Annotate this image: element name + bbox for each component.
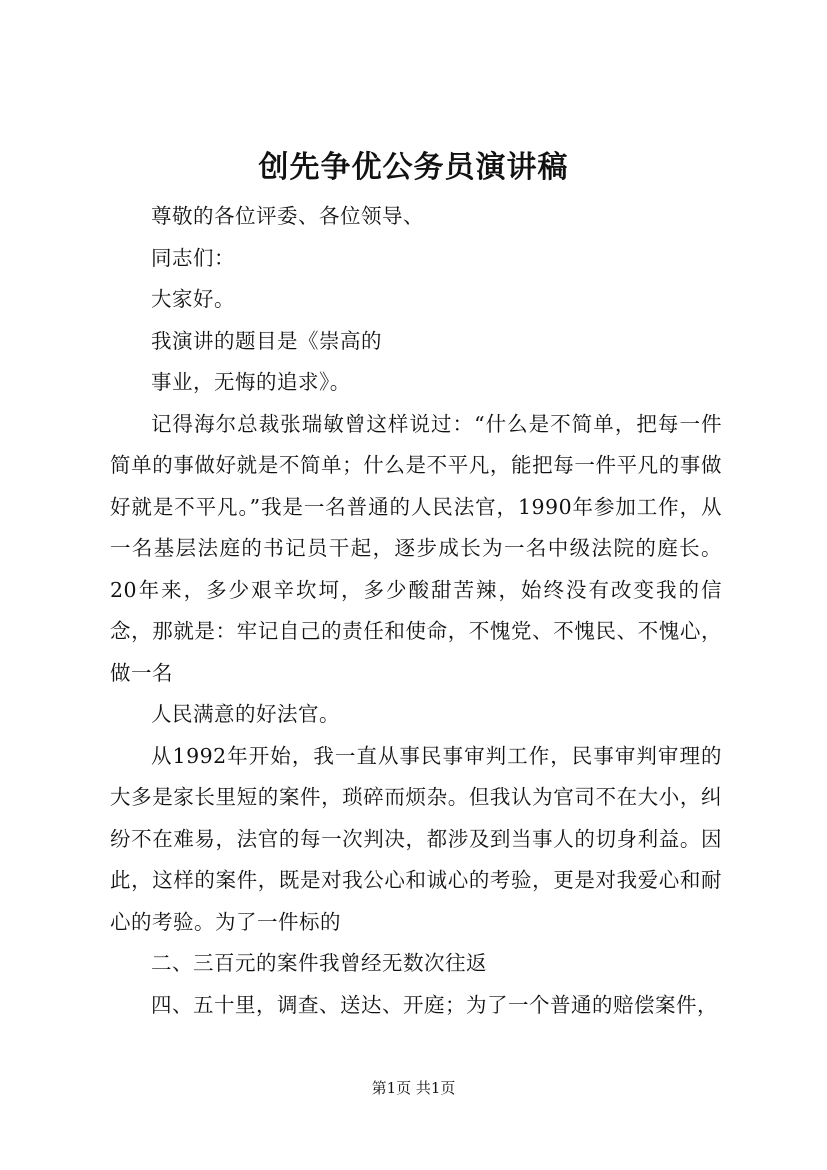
paragraph-body: 二、三百元的案件我曾经无数次往返 <box>151 951 487 975</box>
paragraph-body: 人民满意的好法官。 <box>151 702 340 726</box>
page-footer: 第1页 共1页 <box>371 1079 456 1097</box>
paragraph-salutation: 尊敬的各位评委、各位领导、 <box>151 204 424 228</box>
document-body <box>110 196 722 1026</box>
paragraph-body: 四、五十里，调查、送达、开庭；为了一个普通的赔偿案件， <box>151 992 718 1017</box>
paragraph-body: 从1992年开始，我一直从事民事审判工作，民事审判审理的大多是家长里短的案件，琐碎而烦杂。但我认为官司不在大小，纠纷不在难易，法官的每一次判决，都涉及到当事人的切身利益。因此，这样的案件，既是对我公心和诚心的考验，更是对我爱心和耐心的考验。为了一件标的 <box>110 743 722 934</box>
paragraph-salutation-2: 同志们： <box>151 245 235 270</box>
paragraph-topic-2: 事业，无悔的追求》。 <box>151 370 351 394</box>
paragraph-topic: 我演讲的题目是《崇高的 <box>151 328 382 353</box>
paragraph-body: 记得海尔总裁张瑞敏曾这样说过：“什么是不简单，把每一件简单的事做好就是不简单；什么是不平凡，能把每一件平凡的事做好就是不平凡。”我是一名普通的人民法官，1990年参加工作，从一名基层法庭的书记员干起，逐步成长为一名中级法院的庭长。20年来，多少艰辛坎坷，多少酸甜苦辣，始终没有改变我的信念，那就是：牢记自己的责任和使命，不愧党、不愧民、不愧心，做一名 <box>110 411 722 685</box>
document-title: 创先争优公务员演讲稿 <box>258 150 569 185</box>
paragraph-greeting: 大家好。 <box>151 287 235 311</box>
